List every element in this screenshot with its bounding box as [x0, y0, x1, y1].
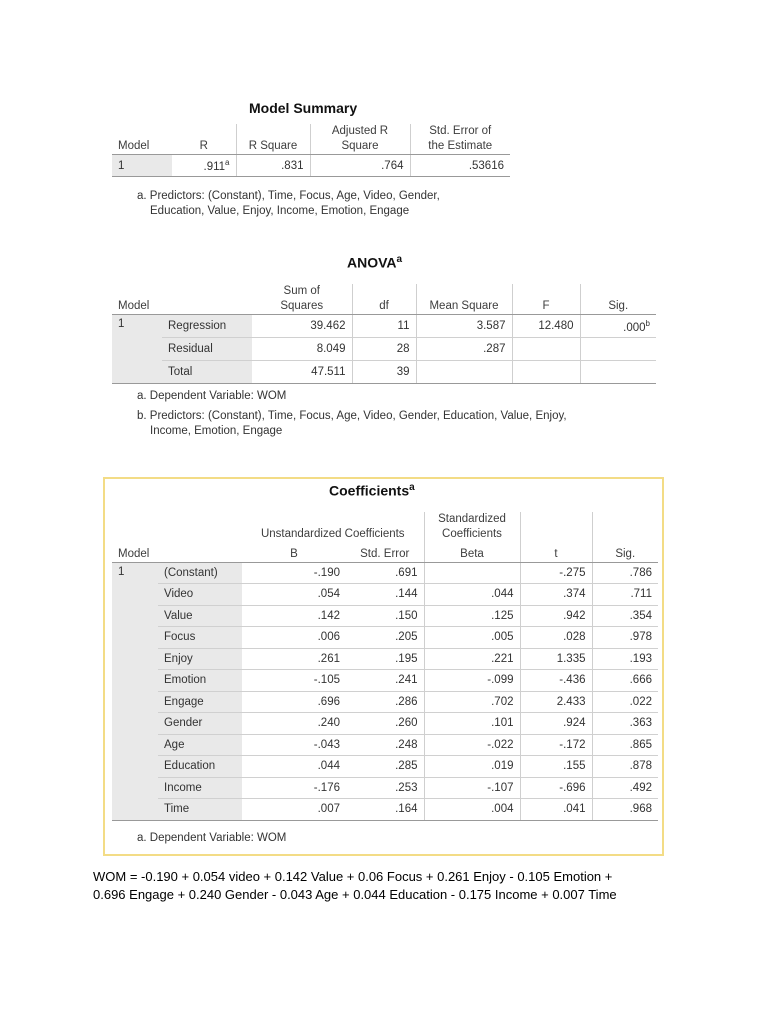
cell-beta: -.022	[424, 734, 520, 756]
coefficients-table	[112, 512, 658, 821]
table-row	[112, 691, 658, 713]
cell-df: 11	[352, 315, 416, 338]
row-label: (Constant)	[158, 562, 242, 584]
row-label: Video	[158, 584, 242, 606]
coefficients-header	[112, 542, 658, 562]
cell-std-error: .248	[346, 734, 424, 756]
model-summary-header	[112, 139, 510, 155]
model-summary-title: Model Summary	[249, 100, 358, 116]
cell-b: -.043	[242, 734, 346, 756]
cell-std-error: .285	[346, 756, 424, 778]
header-beta: Beta	[424, 542, 520, 562]
header-squares: Squares	[252, 299, 352, 315]
header-model: Model	[112, 139, 172, 155]
header-df: df	[352, 299, 416, 315]
cell-std-error: .286	[346, 691, 424, 713]
cell-f	[512, 338, 580, 361]
row-label: Total	[162, 361, 252, 384]
anova-header	[112, 299, 656, 315]
row-label: Focus	[158, 627, 242, 649]
cell-b: .261	[242, 648, 346, 670]
header-r: R	[172, 139, 236, 155]
cell-std-error: .195	[346, 648, 424, 670]
cell-sig: .363	[592, 713, 658, 735]
cell-ss: 8.049	[252, 338, 352, 361]
table-row	[112, 627, 658, 649]
cell-b: .006	[242, 627, 346, 649]
equation-line: 0.696 Engage + 0.240 Gender - 0.043 Age + 0.044 Education - 0.175 Income + 0.007 Time	[93, 887, 617, 902]
cell-sig: .193	[592, 648, 658, 670]
header-standardized-line1: Standardized	[438, 513, 506, 525]
cell-beta	[424, 562, 520, 584]
cell-t: .041	[520, 799, 592, 821]
cell-r	[172, 155, 236, 177]
header-standardized	[424, 512, 520, 542]
cell-beta: .004	[424, 799, 520, 821]
cell-sig: .022	[592, 691, 658, 713]
cell-f: 12.480	[512, 315, 580, 338]
cell-b: -.190	[313, 566, 340, 579]
cell-sig: .666	[592, 670, 658, 692]
cell-sig: .978	[592, 627, 658, 649]
header-standardized-line2: Coefficients	[442, 528, 502, 540]
cell-std-error: .150	[346, 605, 424, 627]
cell-df: 28	[352, 338, 416, 361]
table-row	[112, 584, 658, 606]
cell-sig: .786	[592, 562, 658, 584]
table-row	[112, 756, 658, 778]
cell-std-error: .144	[346, 584, 424, 606]
table-row	[112, 648, 658, 670]
header-mean-square: Mean Square	[416, 299, 512, 315]
cell-t: .155	[520, 756, 592, 778]
row-label: Regression	[162, 315, 252, 338]
cell-std-error: .691	[395, 566, 418, 579]
anova-title-text: ANOVA	[347, 254, 397, 271]
equation-line: WOM = -0.190 + 0.054 video + 0.142 Value + 0.06 Focus + 0.261 Enjoy - 0.105 Emotion +	[93, 869, 613, 884]
cell-b: -.105	[242, 670, 346, 692]
cell-ss: 47.511	[252, 361, 352, 384]
cell-std-error: .205	[346, 627, 424, 649]
cell-b: .044	[242, 756, 346, 778]
table-row	[112, 799, 658, 821]
header-f: F	[512, 299, 580, 315]
note-line: b. Predictors: (Constant), Time, Focus, Age, Video, Gender, Education, Value, Enjoy,	[137, 410, 567, 422]
anova-title-footnote: a	[396, 254, 403, 265]
row-label: Value	[158, 605, 242, 627]
cell-b: .142	[242, 605, 346, 627]
cell-beta: .044	[424, 584, 520, 606]
anova-header-top	[112, 284, 656, 299]
note-line: a. Dependent Variable: WOM	[137, 390, 287, 402]
table-row	[112, 338, 656, 361]
cell-b: .240	[242, 713, 346, 735]
coefficients-body	[112, 562, 658, 820]
row-label: Emotion	[158, 670, 242, 692]
cell-t: -.696	[520, 777, 592, 799]
header-t: t	[520, 542, 592, 562]
header-sig: Sig.	[592, 542, 658, 562]
row-label: Time	[158, 799, 242, 821]
header-unstandardized: Unstandardized Coefficients	[260, 528, 405, 540]
cell-t: .942	[520, 605, 592, 627]
cell-t: 1.335	[520, 648, 592, 670]
cell-sig: .865	[592, 734, 658, 756]
cell-f	[512, 361, 580, 384]
cell-beta: -.107	[424, 777, 520, 799]
sig-footnote: b	[645, 318, 650, 328]
cell-std-error: .241	[346, 670, 424, 692]
anova-notes	[137, 389, 567, 439]
header-std-error: Std. Error	[346, 542, 424, 562]
cell-model: 1	[112, 155, 172, 177]
cell-t: -.436	[520, 670, 592, 692]
cell-std-error: .253	[346, 777, 424, 799]
coefficients-header-top	[112, 512, 658, 542]
cell-std-error: .260	[346, 713, 424, 735]
table-row	[112, 315, 656, 338]
header-std-error-of: Std. Error of	[410, 124, 510, 139]
row-label: Education	[158, 756, 242, 778]
cell-beta: .125	[424, 605, 520, 627]
header-adjusted-r: Adjusted R	[310, 124, 410, 139]
coefficients-title	[329, 482, 415, 499]
header-b: B	[242, 542, 346, 562]
sig-value: .000	[623, 321, 646, 334]
cell-sig: .711	[592, 584, 658, 606]
regression-equation	[93, 868, 693, 904]
cell-beta: -.099	[424, 670, 520, 692]
cell-model: 1	[112, 562, 158, 820]
row-label: Engage	[158, 691, 242, 713]
header-the-estimate: the Estimate	[410, 139, 510, 155]
model-summary-table	[112, 124, 510, 177]
header-square: Square	[310, 139, 410, 155]
table-row	[112, 562, 658, 584]
cell-ms: .287	[416, 338, 512, 361]
coefficients-note: a. Dependent Variable: WOM	[137, 832, 287, 844]
cell-t: .374	[520, 584, 592, 606]
anova-title	[347, 254, 402, 271]
table-row	[112, 605, 658, 627]
table-row	[112, 670, 658, 692]
header-r-square: R Square	[236, 139, 310, 155]
cell-sig	[580, 361, 656, 384]
cell-ms: 3.587	[416, 315, 512, 338]
cell-b: .054	[242, 584, 346, 606]
note-line: Education, Value, Enjoy, Income, Emotion, Engage	[150, 205, 410, 217]
cell-b: -.176	[242, 777, 346, 799]
header-sig: Sig.	[580, 299, 656, 315]
row-label: Enjoy	[158, 648, 242, 670]
table-row	[112, 734, 658, 756]
header-model: Model	[112, 299, 162, 315]
cell-sig: .878	[592, 756, 658, 778]
cell-ms	[416, 361, 512, 384]
note-line: Income, Emotion, Engage	[150, 425, 283, 437]
header-sum-of: Sum of	[283, 285, 320, 297]
row-label: Income	[158, 777, 242, 799]
table-row	[112, 155, 510, 177]
table-row	[112, 713, 658, 735]
cell-model: 1	[112, 315, 162, 384]
row-label: Age	[158, 734, 242, 756]
cell-df: 39	[352, 361, 416, 384]
cell-r-square: .831	[236, 155, 310, 177]
cell-sig	[580, 338, 656, 361]
cell-b: .007	[242, 799, 346, 821]
table-row	[112, 777, 658, 799]
cell-sig: .968	[592, 799, 658, 821]
cell-std-error: .53616	[410, 155, 510, 177]
cell-beta: .005	[424, 627, 520, 649]
cell-adj-r-square: .764	[310, 155, 410, 177]
cell-ss: 39.462	[310, 320, 346, 332]
row-label: Residual	[162, 338, 252, 361]
cell-t: -.172	[520, 734, 592, 756]
coefficients-title-footnote: a	[409, 482, 415, 493]
cell-t: .924	[520, 713, 592, 735]
row-label: Gender	[158, 713, 242, 735]
anova-table	[112, 284, 656, 384]
coefficients-title-text: Coefficients	[329, 482, 410, 499]
cell-beta: .101	[424, 713, 520, 735]
r-value: .911	[203, 160, 226, 173]
model-summary-header-top	[112, 124, 510, 139]
cell-sig	[580, 315, 656, 338]
cell-t: 2.433	[520, 691, 592, 713]
r-footnote: a	[225, 158, 230, 168]
cell-std-error: .164	[346, 799, 424, 821]
cell-beta: .019	[424, 756, 520, 778]
table-row	[112, 361, 656, 384]
header-model: Model	[112, 542, 158, 562]
cell-sig: .492	[592, 777, 658, 799]
cell-beta: .702	[424, 691, 520, 713]
cell-beta: .221	[424, 648, 520, 670]
model-summary-note	[137, 189, 440, 219]
cell-t: -.275	[520, 562, 592, 584]
cell-sig: .354	[592, 605, 658, 627]
cell-t: .028	[520, 627, 592, 649]
cell-b: .696	[242, 691, 346, 713]
note-line: a. Predictors: (Constant), Time, Focus, Age, Video, Gender,	[137, 190, 440, 202]
